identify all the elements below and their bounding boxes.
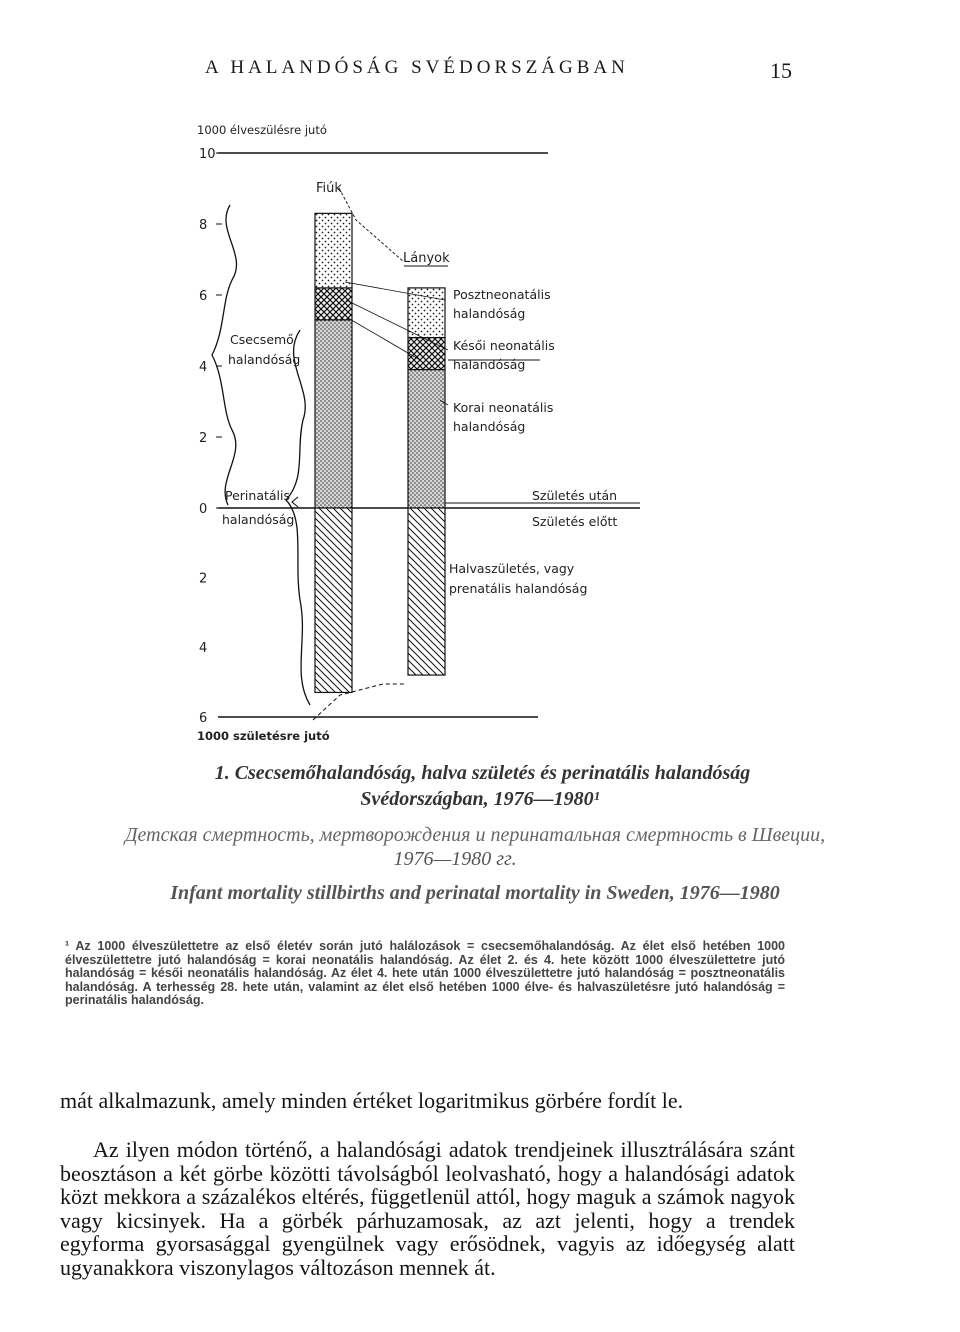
body-paragraph-1: mát alkalmazunk, amely minden értéket logaritmikus görbére fordít le. (60, 1088, 684, 1113)
upper-tick-label: 4 (199, 360, 208, 375)
page-number: 15 (770, 58, 792, 83)
bar-segment-stillbirth (408, 508, 445, 675)
label-boys: Fiúk (316, 181, 342, 196)
brace-infant-line-2: halandóság (228, 352, 301, 367)
legend-stillbirth-1: Halvaszületés, vagy (449, 561, 575, 576)
legend-after-birth: Születés után (532, 488, 618, 503)
legend-late-2: halandóság (453, 357, 526, 372)
caption-english: Infant mortality stillbirths and perinatal mortality in Sweden, 1976—1980 (170, 882, 780, 904)
brace-perinatal-tip (292, 497, 298, 507)
legend-early-2: halandóság (453, 419, 526, 434)
legend-stillbirth-2: prenatális halandóság (449, 581, 588, 596)
legend-early-1: Korai neonatális (453, 400, 554, 415)
lower-ticks (199, 572, 207, 726)
upper-tick-label: 8 (199, 218, 208, 233)
y-axis-top-label: 1000 élveszülésre jutó (197, 123, 327, 137)
y-axis-bottom-label: 1000 születésre jutó (197, 729, 330, 743)
brace-perinatal-line-1: Perinatális (225, 488, 290, 503)
caption-russian-1: Детская смертность, мертворождения и перинатальная смертность в Швеции, (124, 824, 826, 846)
caption-hungarian-2: Svédországban, 1976—1980¹ (360, 788, 600, 810)
lower-tick-label: 2 (199, 571, 208, 587)
legend-postneonatal-2: halandóság (453, 306, 526, 321)
label-girls: Lányok (403, 251, 450, 266)
footnote: ¹ Az 1000 élveszülettetre az első életév során jutó halálozások = csecsemőhalandóság. Az élet első hetében 1000 élveszülettetre jutó halandóság = korai neonatális halandóság. Az élet 2. és 4. hete között 1000 élveszülettetre jutó halandóság = késői neonatális halandóság. Az élet 4. hete után 1000 élveszülettetre jutó halandóság = posztneonatális halandóság. A terhesség 28. hete után, valamint az élet első hetében 1000 élve- és halvaszületésre jutó halandóság = perinatális halandóság. (65, 939, 785, 1008)
lower-tick-label: 4 (199, 641, 208, 657)
legend-late-1: Késői neonatális (453, 338, 555, 353)
bar-segment (315, 213, 352, 288)
bar-segment (408, 288, 445, 338)
upper-tick-label: 6 (199, 289, 208, 304)
bar-segment (315, 320, 352, 508)
bar-segment (408, 338, 445, 370)
caption-russian-2: 1976—1980 гг. (393, 848, 517, 870)
legend-postneonatal-1: Posztneonatális (453, 287, 551, 302)
body-paragraph-2: Az ilyen módon történő, a halandósági adatok trendjeinek illusztrálására szánt beosztáson a két görbe közötti távolságból leolvasható, hogy a halandósági adatok közt mekkora a százalékos eltérés, függetlenül attól, hogy maguk a számok nagyok vagy kicsinyek. Ha a görbék párhuzamosak, az azt jelenti, hogy a trendek egyforma gyorsasággal gyengülnek vagy erősödnek, vagyis az időegység alatt ugyanakkora viszonylagos változáson mennek át. (60, 1137, 795, 1280)
upper-tick-label: 10 (199, 147, 216, 162)
upper-tick-label: 0 (199, 502, 208, 517)
brace-infant-line-1: Csecsemő (230, 332, 294, 347)
lower-tick-label: 6 (199, 710, 208, 726)
brace-perinatal-line-2: halandóság (222, 512, 295, 527)
upper-tick-label: 2 (199, 431, 208, 446)
bar-segment (315, 288, 352, 320)
bar-segment-stillbirth (315, 508, 352, 692)
caption-hungarian-1: 1. Csecsemőhalandóság, halva születés és perinatális halandóság (214, 762, 751, 784)
legend-before-birth: Születés előtt (532, 514, 618, 529)
running-title: A HALANDÓSÁG SVÉDORSZÁGBAN (205, 57, 629, 78)
bar-segment (408, 370, 445, 508)
bars (315, 213, 445, 692)
upper-ticks (199, 147, 222, 517)
